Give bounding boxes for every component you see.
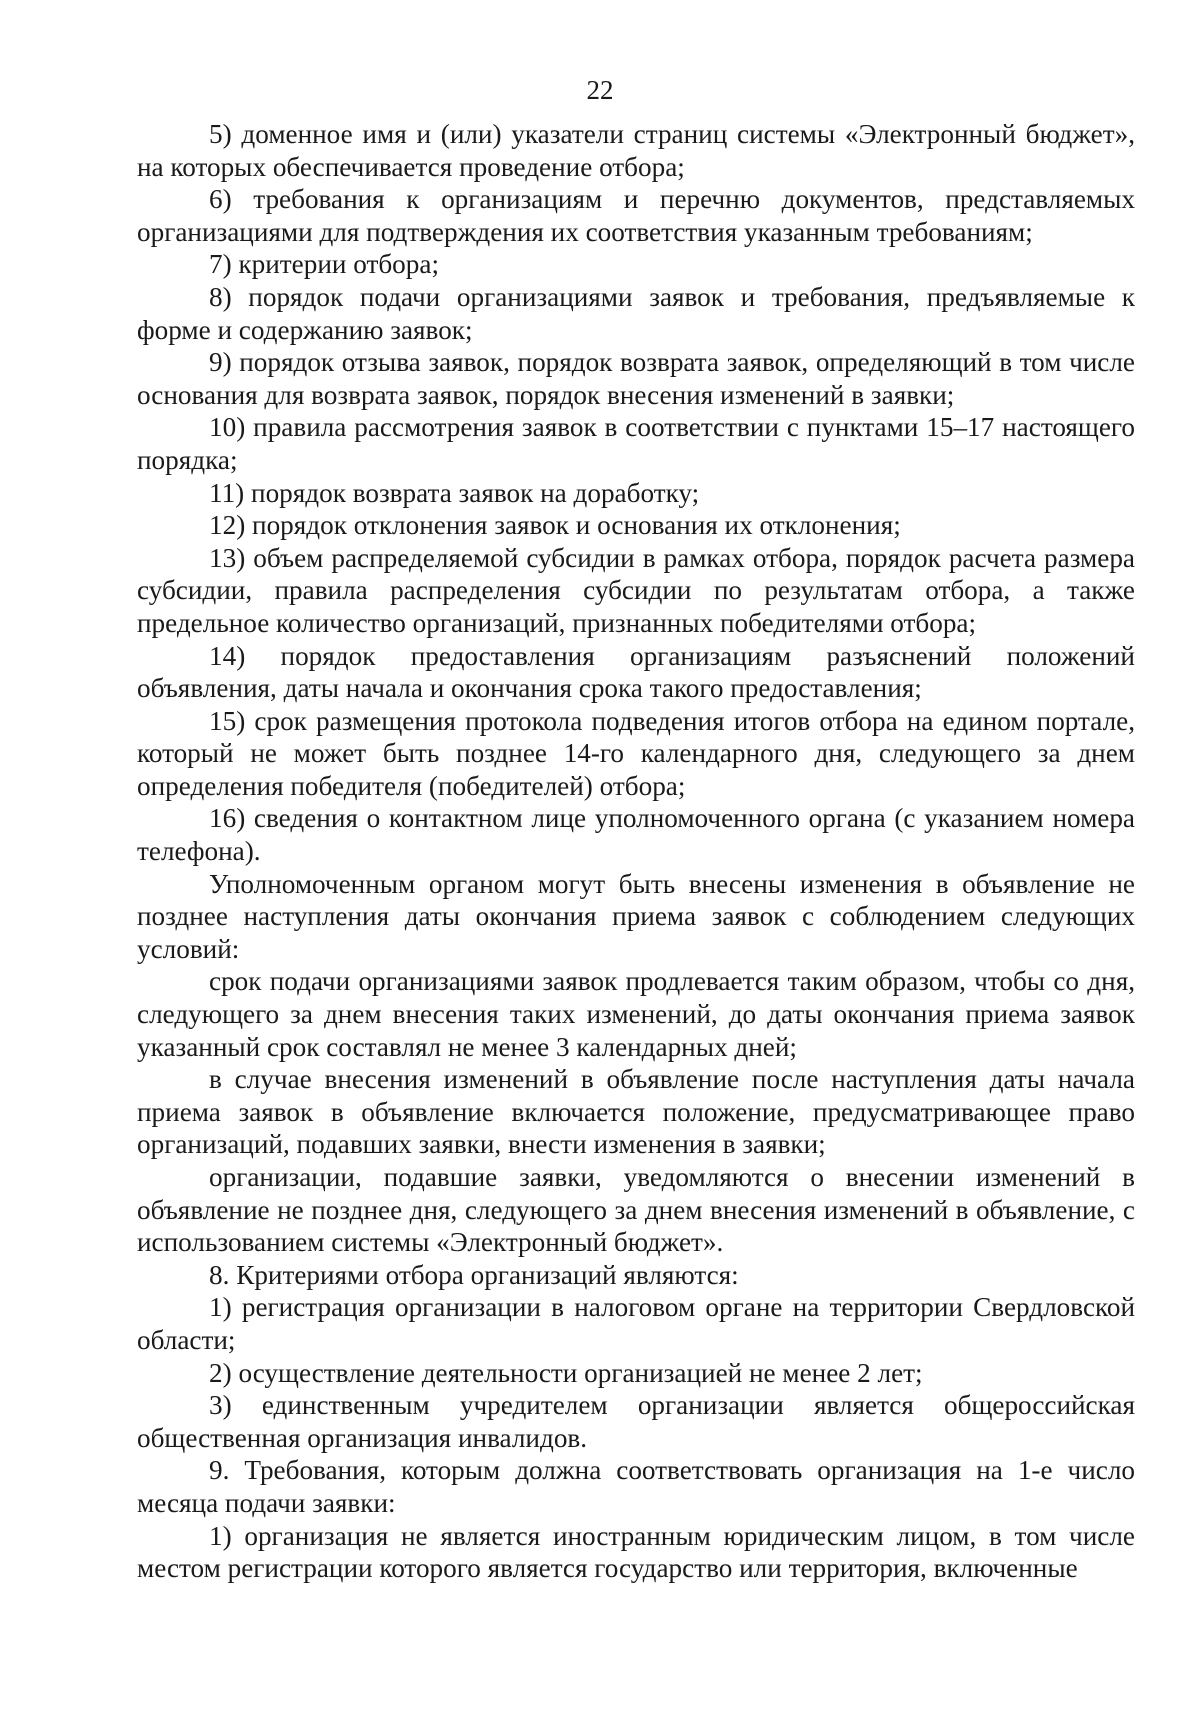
- paragraph-item-13: 13) объем распределяемой субсидии в рамках отбора, порядок расчета размера субсидии, правила распределения субсидии по результатам отбора, а также предельное количество организаций, признанных победителями отбора;: [137, 542, 1135, 638]
- paragraph-item-7: 7) критерии отбора;: [209, 249, 439, 280]
- document-body: [137, 118, 1135, 1585]
- paragraph-item-12: 12) порядок отклонения заявок и основания их отклонения;: [209, 510, 901, 541]
- criteria-item-1: 1) регистрация организации в налоговом органе на территории Свердловской области;: [137, 1292, 1135, 1355]
- paragraph-amendments-deadline: срок подачи организациями заявок продлевается таким образом, чтобы со дня, следующего за днем внесения таких изменений, до даты окончания приема заявок указанный срок составлял не менее 3 календарных дней;: [137, 966, 1135, 1062]
- paragraph-item-6: 6) требования к организациям и перечню документов, представляемых организациями для подтверждения их соответствия указанным требованиям;: [137, 184, 1135, 247]
- paragraph-item-16: 16) сведения о контактном лице уполномоченного органа (с указанием номера телефона).: [137, 803, 1135, 867]
- paragraph-item-10: 10) правила рассмотрения заявок в соответствии с пунктами 15–17 настоящего порядка;: [137, 412, 1135, 475]
- page-number: 22: [586, 75, 614, 105]
- section-8-heading: 8. Критериями отбора организаций являются:: [209, 1259, 739, 1290]
- paragraph-amendments-notice: организации, подавшие заявки, уведомляются о внесении изменений в объявление не позднее дня, следующего за днем внесения изменений в объявление, с использованием системы «Электронный бюджет».: [137, 1162, 1135, 1258]
- paragraph-amendments-right: в случае внесения изменений в объявление после наступления даты начала приема заявок в объявление включается положение, предусматривающее право организаций, подавших заявки, внести изменения в заявки;: [137, 1064, 1135, 1160]
- paragraph-item-8: 8) порядок подачи организациями заявок и требования, предъявляемые к форме и содержанию заявок;: [137, 281, 1135, 345]
- section-9-heading: 9. Требования, которым должна соответствовать организация на 1-е число месяца подачи заявки:: [137, 1455, 1135, 1518]
- criteria-item-3: 3) единственным учредителем организации является общероссийская общественная организация инвалидов.: [137, 1390, 1135, 1453]
- paragraph-item-14: 14) порядок предоставления организациям разъяснений положений объявления, даты начала и окончания срока такого предоставления;: [137, 640, 1135, 704]
- paragraph-item-11: 11) порядок возврата заявок на доработку;: [209, 477, 700, 508]
- requirements-item-1: 1) организация не является иностранным юридическим лицом, в том числе местом регистрации которого является государство или территория, включенные: [137, 1520, 1135, 1584]
- paragraph-item-15: 15) срок размещения протокола подведения итогов отбора на едином портале, который не может быть позднее 14-го календарного дня, следующего за днем определения победителя (победителей) отбора;: [137, 705, 1135, 801]
- criteria-item-2: 2) осуществление деятельности организацией не менее 2 лет;: [209, 1357, 923, 1388]
- paragraph-item-5: 5) доменное имя и (или) указатели страниц системы «Электронный бюджет», на которых обеспечивается проведение отбора;: [137, 119, 1135, 182]
- paragraph-amendments-intro: Уполномоченным органом могут быть внесены изменения в объявление не позднее наступления даты окончания приема заявок с соблюдением следующих условий:: [137, 868, 1135, 964]
- paragraph-item-9: 9) порядок отзыва заявок, порядок возврата заявок, определяющий в том числе основания для возврата заявок, порядок внесения изменений в заявки;: [137, 347, 1135, 410]
